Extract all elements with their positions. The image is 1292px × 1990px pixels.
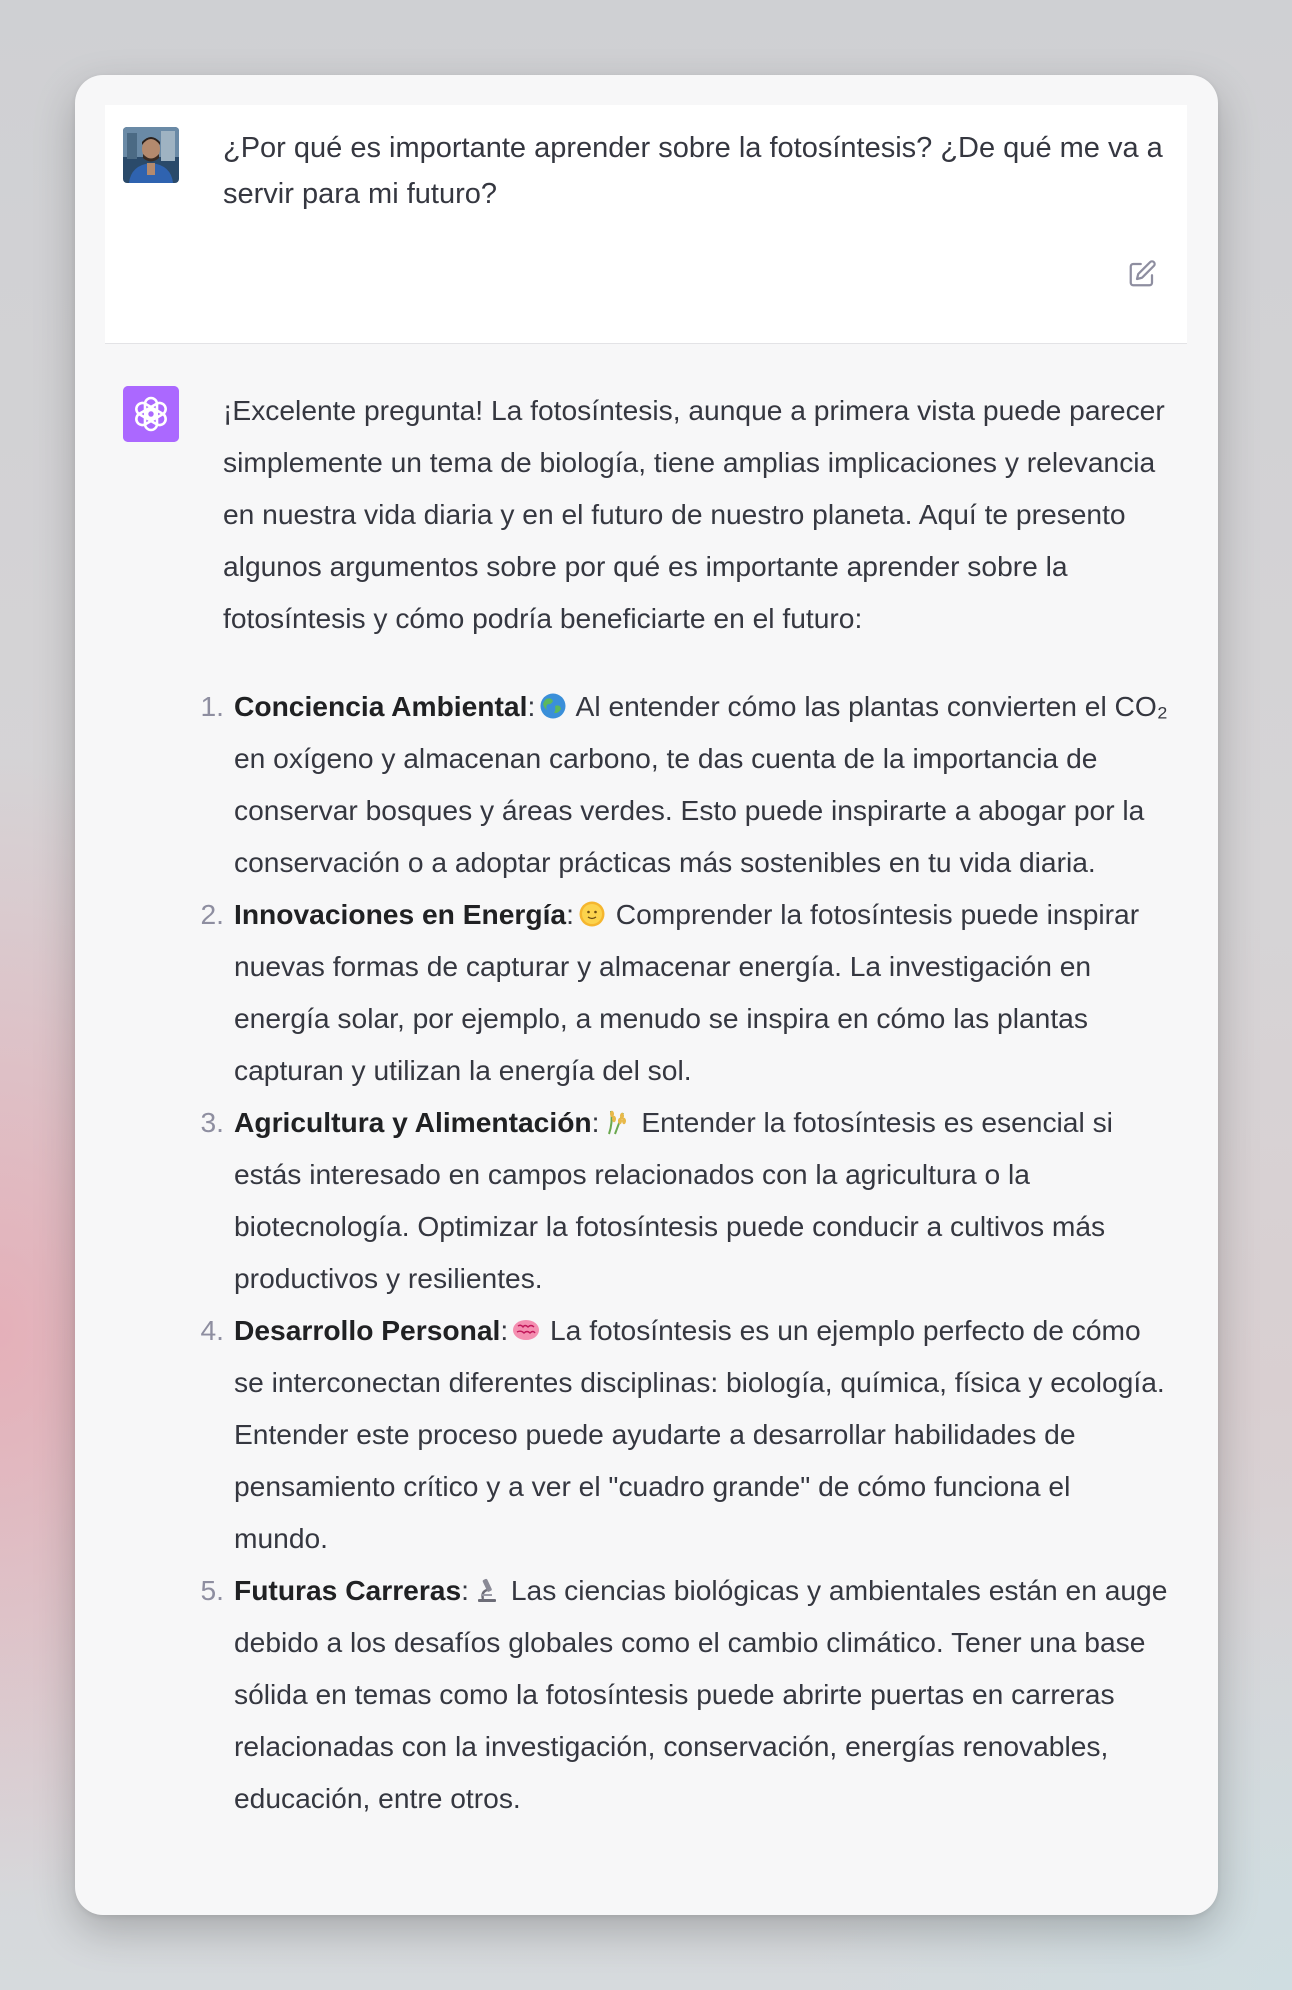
item-title: Futuras Carreras	[234, 1574, 462, 1606]
list-number: 4.	[200, 1314, 224, 1346]
item-title: Agricultura y Alimentación	[234, 1106, 592, 1138]
item-title: Innovaciones en Energía	[234, 898, 567, 930]
microscope-icon	[473, 1576, 501, 1604]
item-text: La fotosíntesis es un ejemplo perfecto de cómo se interconectan diferentes disciplinas: biología, química, física y ecología. Entender este proceso puede ayudarte a desarrollar habilidades de pensamiento crítico y a ver el "cuadro grande" de cómo funciona el mundo.	[234, 1314, 1165, 1554]
list-item: 2. Innovaciones en Energía: Comprender la fotosíntesis puede inspirar nuevas formas de capturar y almacenar energía. La investigación en energía solar, por ejemplo, a menudo se inspira en cómo las plantas capturan y utilizan la energía del sol.	[223, 888, 1168, 1096]
globe-icon	[539, 692, 567, 720]
item-text: Al entender cómo las plantas convierten el CO₂ en oxígeno y almacenan carbono, te das cuenta de la importancia de conservar bosques y áreas verdes. Esto puede inspirarte a abogar por la conservación o a adoptar prácticas más sostenibles en tu vida diaria.	[234, 690, 1168, 878]
item-text: Comprender la fotosíntesis puede inspirar nuevas formas de capturar y almacenar energía. La investigación en energía solar, por ejemplo, a menudo se inspira en cómo las plantas capturan y utilizan la energía del sol.	[234, 898, 1140, 1086]
rice-icon	[603, 1108, 631, 1136]
user-avatar	[123, 127, 179, 183]
user-message-text: ¿Por qué es importante aprender sobre la fotosíntesis? ¿De qué me va a servir para mi futuro?	[223, 132, 1163, 210]
item-text: Entender la fotosíntesis es esencial si estás interesado en campos relacionados con la agricultura o la biotecnología. Optimizar la fotosíntesis puede conducir a cultivos más productivos y resilientes.	[234, 1106, 1113, 1294]
answer-list	[200, 680, 1168, 1824]
brain-icon	[512, 1316, 540, 1344]
list-number: 5.	[200, 1574, 224, 1606]
list-item: 4. Desarrollo Personal: La fotosíntesis es un ejemplo perfecto de cómo se interconectan diferentes disciplinas: biología, química, física y ecología. Entender este proceso puede ayudarte a desarrollar habilidades de pensamiento crítico y a ver el "cuadro grande" de cómo funciona el mundo.	[223, 1304, 1168, 1564]
item-title: Conciencia Ambiental	[234, 690, 528, 722]
list-number: 1.	[200, 690, 224, 722]
chat-card	[75, 75, 1218, 1915]
sun-icon	[578, 900, 606, 928]
edit-icon[interactable]	[1127, 259, 1157, 289]
item-title: Desarrollo Personal	[234, 1314, 501, 1346]
assistant-answer	[200, 384, 1168, 1824]
answer-intro: ¡Excelente pregunta! La fotosíntesis, aunque a primera vista puede parecer simplemente un tema de biología, tiene amplias implicaciones y relevancia en nuestra vida diaria y en el futuro de nuestro planeta. Aquí te presento algunos argumentos sobre por qué es importante aprender sobre la fotosíntesis y cómo podría beneficiarte en el futuro:	[223, 394, 1165, 634]
item-text: Las ciencias biológicas y ambientales están en auge debido a los desafíos globales como el cambio climático. Tener una base sólida en temas como la fotosíntesis puede abrirte puertas en carreras relacionadas con la investigación, conservación, energías renovables, educación, entre otros.	[234, 1574, 1168, 1814]
list-number: 3.	[200, 1106, 224, 1138]
list-item: 5. Futuras Carreras: Las ciencias biológicas y ambientales están en auge debido a los desafíos globales como el cambio climático. Tener una base sólida en temas como la fotosíntesis puede abrirte puertas en carreras relacionadas con la investigación, conservación, energías renovables, educación, entre otros.	[223, 1564, 1168, 1824]
user-message	[105, 105, 1187, 344]
list-item: 1. Conciencia Ambiental: Al entender cómo las plantas convierten el CO₂ en oxígeno y almacenan carbono, te das cuenta de la importancia de conservar bosques y áreas verdes. Esto puede inspirarte a abogar por la conservación o a adoptar prácticas más sostenibles en tu vida diaria.	[223, 680, 1168, 888]
list-number: 2.	[200, 898, 224, 930]
chatgpt-logo-icon	[123, 386, 179, 442]
list-item: 3. Agricultura y Alimentación: Entender la fotosíntesis es esencial si estás interesado en campos relacionados con la agricultura o la biotecnología. Optimizar la fotosíntesis puede conducir a cultivos más productivos y resilientes.	[223, 1096, 1168, 1304]
